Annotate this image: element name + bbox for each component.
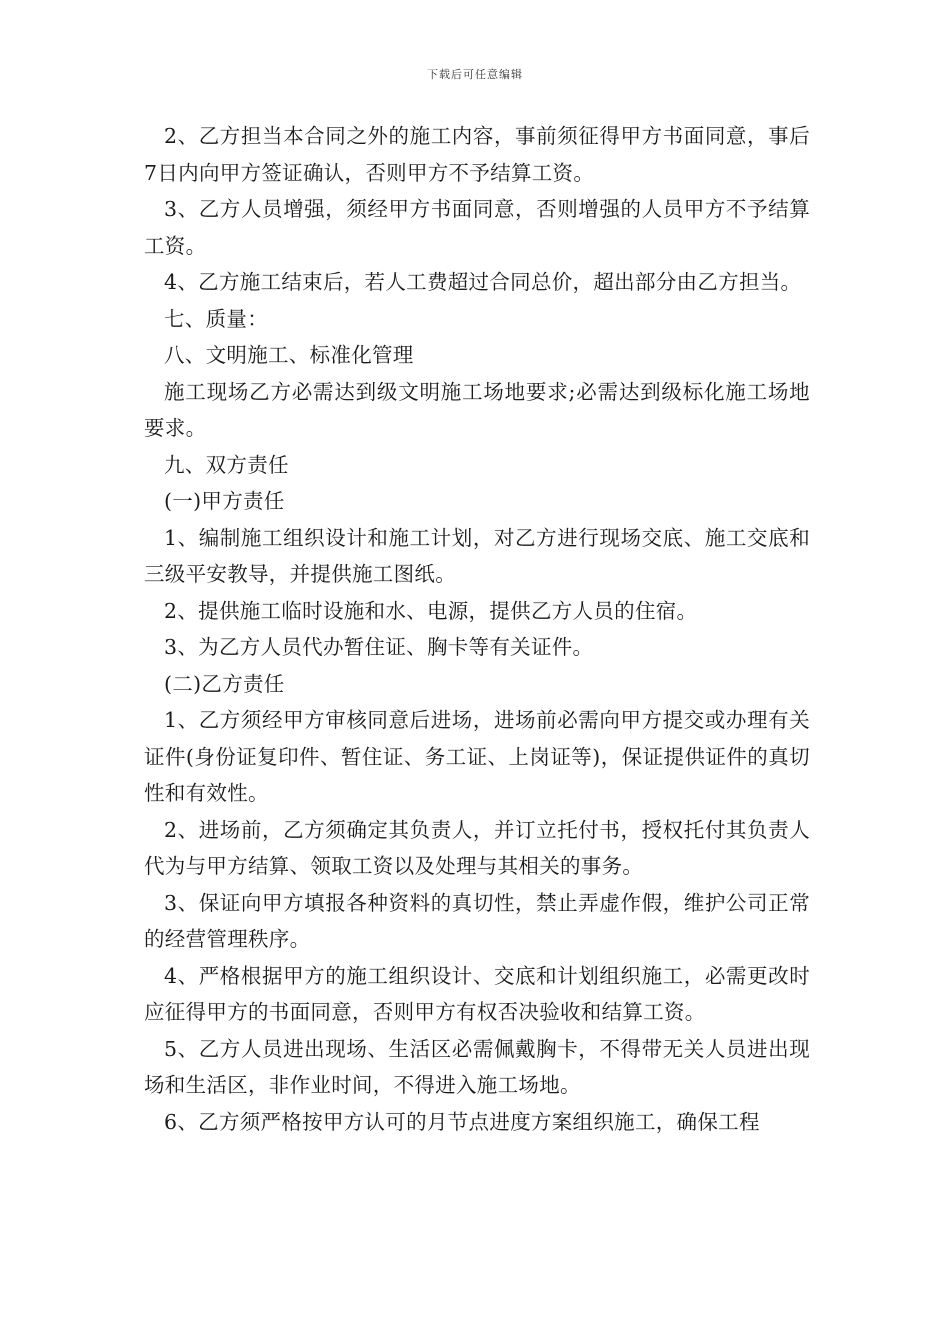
paragraph: 施工现场乙方必需达到级文明施工场地要求;必需达到级标化施工场地要求。 <box>144 379 810 440</box>
paragraph: 2、乙方担当本合同之外的施工内容，事前须征得甲方书面同意，事后7日内向甲方签证确认，否则甲方不予结算工资。 <box>144 124 810 185</box>
paragraph: 3、乙方人员增强，须经甲方书面同意，否则增强的人员甲方不予结算工资。 <box>144 197 810 258</box>
page-header: 下载后可任意编辑 <box>427 68 523 81</box>
paragraph: 5、乙方人员进出现场、生活区必需佩戴胸卡，不得带无关人员进出现场和生活区，非作业时间，不得进入施工场地。 <box>144 1036 810 1097</box>
paragraph: 1、乙方须经甲方审核同意后进场，进场前必需向甲方提交或办理有关证件(身份证复印件、暂住证、务工证、上岗证等)，保证提供证件的真切性和有效性。 <box>144 708 810 805</box>
paragraph: 4、严格根据甲方的施工组织设计、交底和计划组织施工，必需更改时应征得甲方的书面同意，否则甲方有权否决验收和结算工资。 <box>144 963 810 1024</box>
section-heading: 八、文明施工、标准化管理 <box>164 343 414 367</box>
paragraph: 1、编制施工组织设计和施工计划，对乙方进行现场交底、施工交底和三级平安教导，并提供施工图纸。 <box>144 525 810 586</box>
paragraph: 2、进场前，乙方须确定其负责人，并订立托付书，授权托付其负责人代为与甲方结算、领取工资以及处理与其相关的事务。 <box>144 817 810 878</box>
document-body <box>144 118 810 1140</box>
subsection-heading: (一)甲方责任 <box>164 489 285 513</box>
paragraph: 4、乙方施工结束后，若人工费超过合同总价，超出部分由乙方担当。 <box>164 270 802 294</box>
paragraph: 6、乙方须严格按甲方认可的月节点进度方案组织施工，确保工程 <box>164 1109 760 1134</box>
paragraph: 3、保证向甲方填报各种资料的真切性，禁止弄虚作假，维护公司正常的经营管理秩序。 <box>144 890 810 951</box>
paragraph: 2、提供施工临时设施和水、电源，提供乙方人员的住宿。 <box>164 598 698 623</box>
section-heading: 九、双方责任 <box>164 452 289 477</box>
subsection-heading: (二)乙方责任 <box>164 671 285 696</box>
paragraph: 3、为乙方人员代办暂住证、胸卡等有关证件。 <box>164 635 594 659</box>
section-heading: 七、质量： <box>164 306 268 331</box>
